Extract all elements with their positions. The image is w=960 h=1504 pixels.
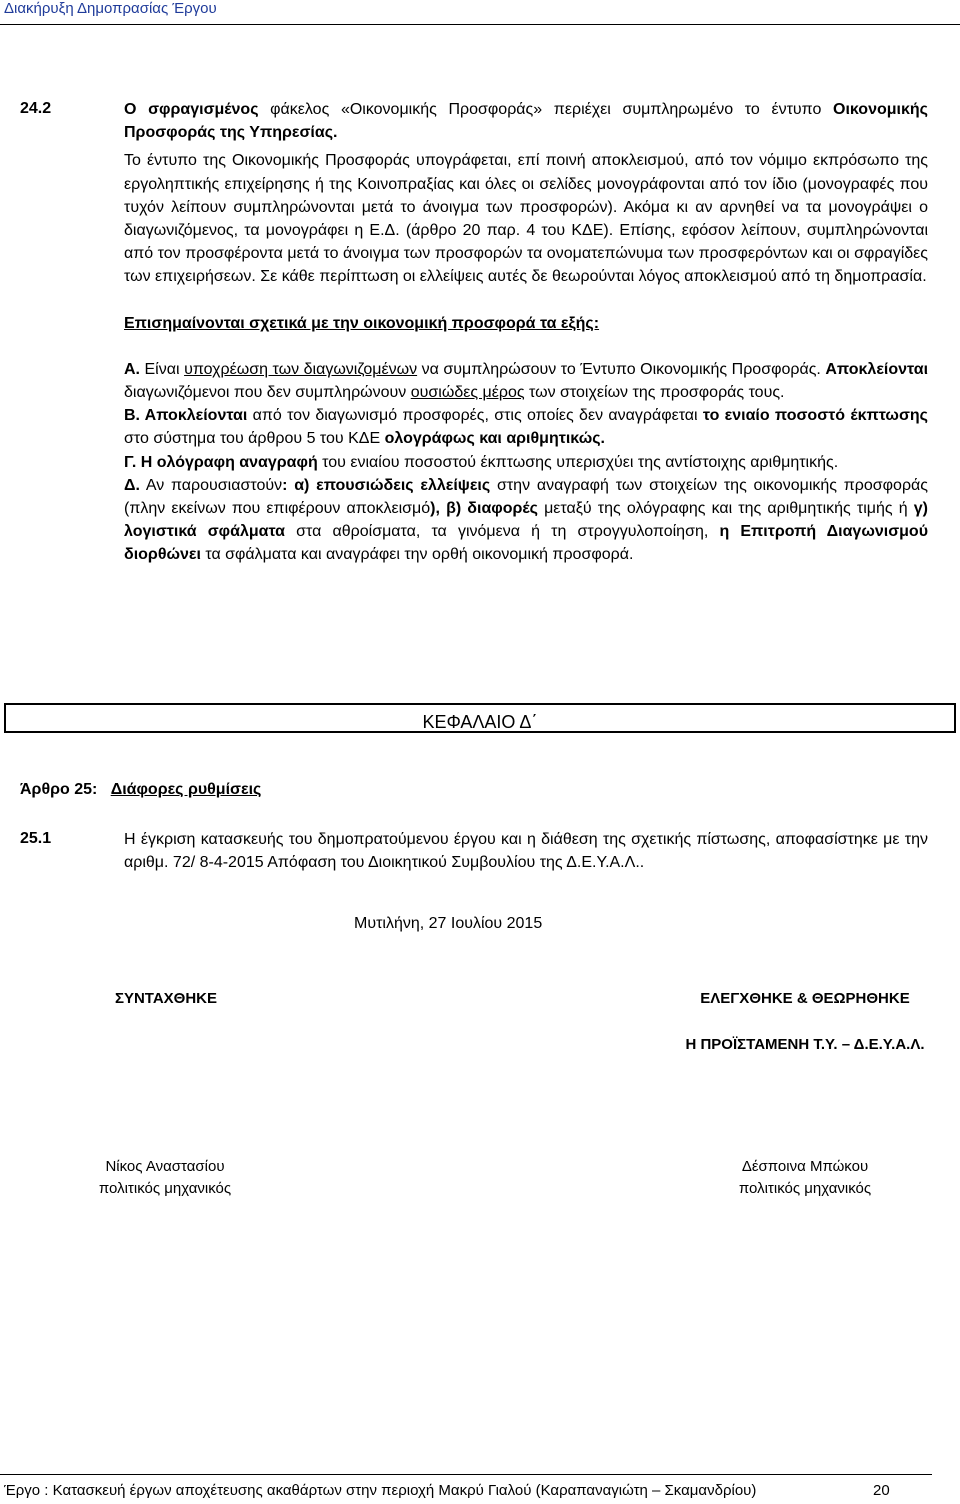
intro-bold-2: Οικονομικής Προσφοράς της Υπηρεσίας. [124, 101, 928, 142]
item-d: Δ. Αν παρουσιαστούν: α) επουσιώδεις ελλείψεις στην αναγραφή των στοιχείων της οικονομικής προσφοράς (πλην εκείνων που επιφέρουν αποκλεισμό), β) διαφορές μεταξύ της ολόγραφης και της αριθμητικής τιμής ή γ) λογιστικά σφάλματα στα αθροίσματα, τα γινόμενα ή τη στρογγυλοποίηση, η Επιτροπή Διαγωνισμού διορθώνει τα σφάλματα και αναγράφει την ορθή οικονομική προσφορά. [124, 476, 929, 564]
header-divider [0, 24, 960, 25]
subheading: Επισημαίνονται σχετικά με την οικονομική προσφορά τα εξής: [124, 314, 600, 332]
item-g: Γ. Η ολόγραφη αναγραφή του ενιαίου ποσοστού έκπτωσης υπερισχύει της αντίστοιχης αριθμητικής. [124, 453, 839, 471]
signature-right-title: πολιτικός μηχανικός [738, 1180, 872, 1197]
paragraph-1: Το έντυπο της Οικονομικής Προσφοράς υπογράφεται, επί ποινή αποκλεισμού, από τον νόμιμο εκπρόσωπο της εργοληπτικής επιχείρησης ή της Κοινοπραξίας και όλες οι σελίδες μονογράφονται από τον ίδιο (μονογραφές που τυχόν λείπουν συμπληρώνονται μετά το άνοιγμα των προσφορών). Ακόμα κι αν αρνηθεί να τα μονογράψει ο διαγωνιζόμενος, τα μονογράφει η Ε.Δ. (άρθρο 20 παρ. 4 του ΚΔΕ). Επίσης, εφόσον λείπουν, συμπληρώνονται από τον προσφέροντα μετά το άνοιγμα των προσφορών τα ονοματεπώνυμα των προσφερόντων και οι σφραγίδες των επιχειρήσεων. Σε κάθε περίπτωση οι ελλείψεις αυτές δε θεωρούνται λόγος αποκλεισμού από τη δημοπρασία. [124, 152, 928, 286]
signature-left-heading: ΣΥΝΤΑΧΘΗΚΕ [114, 990, 218, 1007]
signature-right-heading: ΕΛΕΓΧΘΗΚΕ & ΘΕΩΡΗΘΗΚΕ [700, 990, 910, 1007]
section-24-2-body [124, 98, 928, 567]
chapter-title: ΚΕΦΑΛΑΙΟ Δ΄ [422, 712, 538, 732]
date-line: Μυτιλήνη, 27 Ιουλίου 2015 [354, 915, 543, 932]
signature-left-block [40, 1156, 290, 1200]
signature-right-role: Η ΠΡΟΪΣΤΑΜΕΝΗ Τ.Υ. – Δ.Ε.Υ.Α.Λ. [685, 1036, 925, 1053]
section-number-25-1: 25.1 [20, 830, 52, 847]
section-number-24-2: 24.2 [20, 100, 52, 117]
chapter-title-box [4, 703, 956, 733]
signature-left-title: πολιτικός μηχανικός [98, 1180, 232, 1197]
item-a: Α. Είναι υποχρέωση των διαγωνιζομένων να συμπληρώσουν το Έντυπο Οικονομικής Προσφοράς. Αποκλείονται διαγωνιζόμενοι που δεν συμπληρώνουν ουσιώδες μέρος των στοιχείων της προσφοράς τους. [124, 360, 929, 402]
article-title: Διάφορες ρυθμίσεις [110, 781, 262, 798]
section-intro: Ο σφραγισμένος φάκελος «Οικονομικής Προσφοράς» περιέχει συμπληρωμένο το έντυπο Οικονομικής Προσφοράς της Υπηρεσίας. [124, 101, 928, 142]
document-header-title: Διακήρυξη Δημοπρασίας Έργου [4, 0, 217, 17]
intro-bold: Ο σφραγισμένος [124, 101, 259, 118]
signature-right-block [680, 1156, 930, 1200]
article-heading: Άρθρο 25: Διάφορες ρυθμίσεις [20, 781, 262, 798]
footer-divider [0, 1474, 932, 1475]
item-b: Β. Αποκλείονται από τον διαγωνισμό προσφορές, στις οποίες δεν αναγράφεται το ενιαίο ποσοστό έκπτωσης στο σύστημα του άρθρου 5 του ΚΔΕ ολογράφως και αριθμητικώς. [124, 407, 928, 448]
signature-left-name: Νίκος Αναστασίου [105, 1158, 225, 1175]
footer-project-title: Έργο : Κατασκευή έργων αποχέτευσης ακαθάρτων στην περιοχή Μακρύ Γιαλού (Καραπαναγιώτη – Σκαμανδρίου) [4, 1482, 757, 1499]
section-25-1-body: Η έγκριση κατασκευής του δημοπρατούμενου έργου και η διάθεση της σχετικής πίστωσης, αποφασίστηκε με την αριθμ. 72/ 8-4-2015 Απόφαση του Διοικητικού Συμβουλίου της Δ.Ε.Υ.Α.Λ.. [124, 831, 928, 872]
footer-page-number: 20 [873, 1482, 890, 1499]
signature-right-name: Δέσποινα Μπώκου [741, 1158, 869, 1175]
